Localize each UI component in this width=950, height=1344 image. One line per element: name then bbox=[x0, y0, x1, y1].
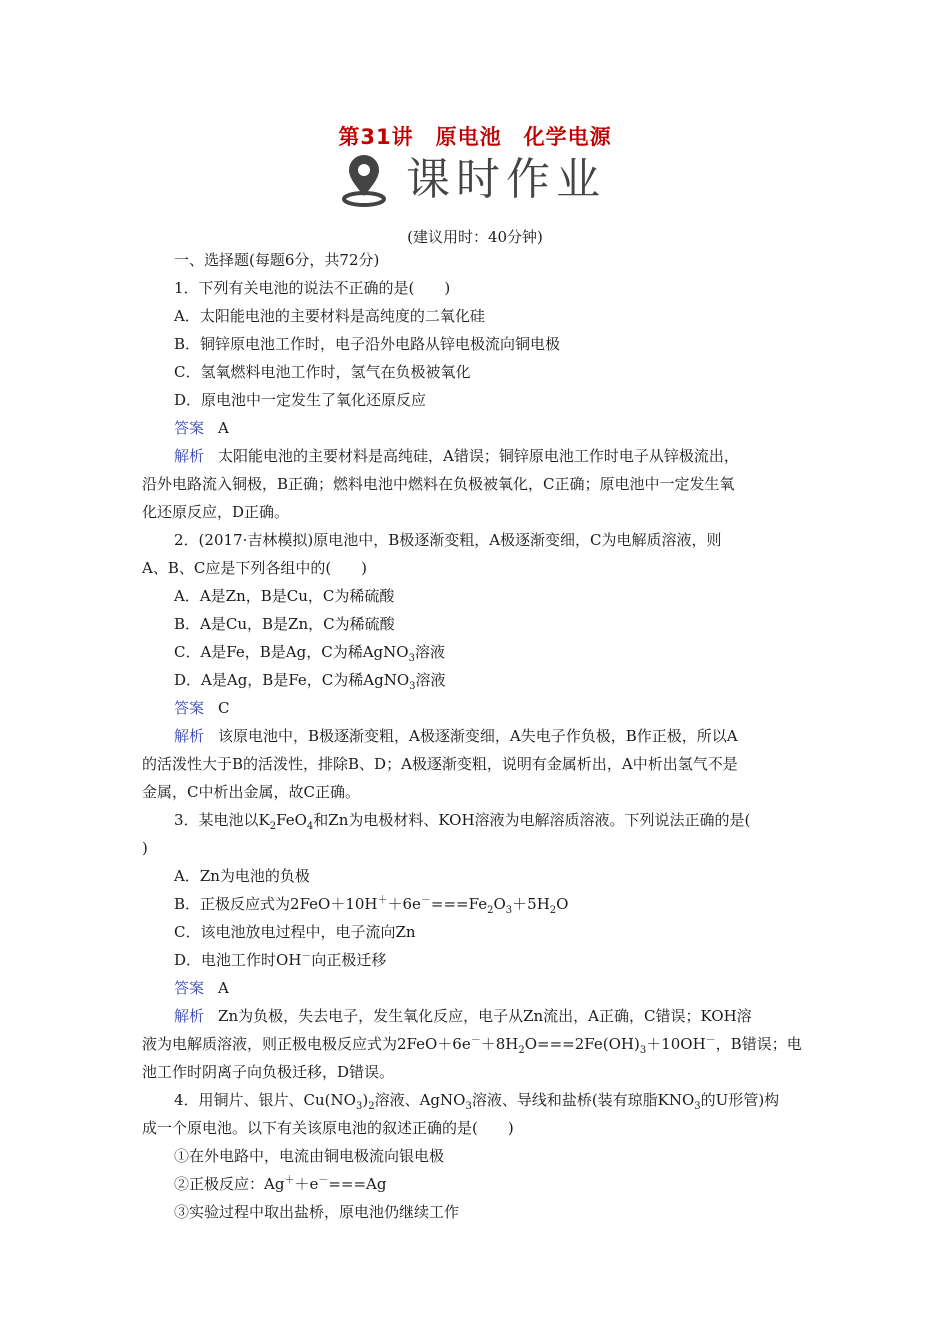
q1-answer bbox=[142, 414, 810, 442]
q3-analysis-line1 bbox=[142, 1002, 810, 1030]
q4-stem-text3: 溶液、AgNO bbox=[374, 1091, 466, 1109]
analysis-label: 解析 bbox=[174, 1007, 205, 1025]
q4-item-1: ①在外电路中，电流由铜电极流向银电极 bbox=[174, 1147, 445, 1165]
q1-analysis-text: 太阳能电池的主要材料是高纯硅，A错误；铜锌原电池工作时电子从锌极流出， bbox=[218, 447, 739, 465]
q2-analysis-line1 bbox=[142, 722, 810, 750]
subscript: 2 bbox=[487, 905, 494, 916]
subscript: 3 bbox=[639, 1045, 647, 1056]
q2-option-c bbox=[142, 638, 810, 666]
q3-b-text2: ＋6e bbox=[387, 895, 421, 913]
q3-answer bbox=[142, 974, 810, 1002]
q1-option-b: B．铜锌原电池工作时，电子沿外电路从锌电极流向铜电极 bbox=[174, 335, 561, 353]
q1-option-a: A．太阳能电池的主要材料是高纯度的二氧化硅 bbox=[174, 307, 485, 325]
q2-c-text: C．A是Fe，B是Ag，C为稀 bbox=[174, 643, 363, 661]
subscript: 3 bbox=[694, 1101, 701, 1112]
subscript: 2 bbox=[518, 1045, 525, 1056]
q2-option-a: A．A是Zn，B是Cu，C为稀硫酸 bbox=[174, 587, 395, 605]
q3-analysis-line3: 池工作时阴离子向负极迁移，D错误。 bbox=[142, 1063, 395, 1081]
time-note: (建议用时：40分钟) bbox=[407, 228, 543, 246]
q1-option-c: C．氢氧燃料电池工作时，氢气在负极被氧化 bbox=[174, 363, 471, 381]
subscript: 3 bbox=[409, 681, 416, 692]
analysis-label: 解析 bbox=[174, 727, 205, 745]
q3-analysis-text: Zn为负极，失去电子，发生氧化反应，电子从Zn流出，A正确，C错误；KOH溶 bbox=[218, 1007, 752, 1025]
subscript: 3 bbox=[505, 905, 513, 916]
q1-stem: 1．下列有关电池的说法不正确的是( ) bbox=[174, 279, 451, 297]
q4-item-3: ③实验过程中取出盐桥，原电池仍继续工作 bbox=[174, 1203, 460, 1221]
document-body bbox=[142, 246, 810, 1226]
q2-answer bbox=[142, 694, 810, 722]
q3-d-text2: 向正极迁移 bbox=[311, 951, 387, 969]
q4-i2-text2: ＋e bbox=[294, 1175, 319, 1193]
q4-stem-text: 4．用铜片、银片、Cu(NO bbox=[174, 1091, 356, 1109]
superscript: ＋ bbox=[377, 895, 388, 906]
q4-stem-line1 bbox=[142, 1086, 810, 1114]
q2-analysis-line3: 金属，C中析出金属，故C正确。 bbox=[142, 783, 360, 801]
superscript: － bbox=[318, 1175, 329, 1186]
q3-option-a: A．Zn为电池的负极 bbox=[174, 867, 310, 885]
subscript: 3 bbox=[465, 1101, 472, 1112]
superscript: － bbox=[705, 1035, 716, 1046]
q3-b-text6: O bbox=[556, 895, 569, 913]
q3-b-text3: ===Fe bbox=[430, 895, 488, 913]
q4-item-2 bbox=[142, 1170, 810, 1198]
q2-d-suffix: 溶液 bbox=[415, 671, 446, 689]
q3-answer-value: A bbox=[218, 979, 229, 997]
q2-analysis-text: 该原电池中，B极逐渐变粗，A极逐渐变细，A失电子作负极，B作正极，所以A bbox=[218, 727, 738, 745]
subscript: 4 bbox=[306, 821, 314, 832]
q2-option-b: B．A是Cu，B是Zn，C为稀硫酸 bbox=[174, 615, 395, 633]
answer-label: 答案 bbox=[174, 979, 205, 997]
q4-i2-text3: ===Ag bbox=[328, 1175, 387, 1193]
location-pin-icon bbox=[336, 152, 392, 208]
q2-answer-value: C bbox=[218, 699, 230, 717]
q3-exp2-text5: ，B错误；电 bbox=[715, 1035, 802, 1053]
q1-analysis-line2: 沿外电路流入铜极，B正确；燃料电池中燃料在负极被氧化，C正确；原电池中一定发生氧 bbox=[142, 475, 735, 493]
superscript: － bbox=[301, 951, 312, 962]
q2-c-suffix: 溶液 bbox=[414, 643, 445, 661]
subscript: 2 bbox=[368, 1101, 375, 1112]
q4-stem-line2: 成一个原电池。以下有关该原电池的叙述正确的是( ) bbox=[142, 1119, 514, 1137]
q2-stem-line1: 2．(2017·吉林模拟)原电池中，B极逐渐变粗，A极逐渐变细，C为电解质溶液，则 bbox=[174, 531, 722, 549]
superscript: － bbox=[470, 1035, 481, 1046]
superscript: － bbox=[420, 895, 431, 906]
q3-stem-text2: 和Zn为电极材料、KOH溶液为电解溶质溶液。下列说法正确的是( bbox=[313, 811, 751, 829]
q3-exp2-text2: ＋8H bbox=[480, 1035, 519, 1053]
section-heading: 一、选择题(每题6分，共72分) bbox=[174, 251, 380, 269]
q2-stem-line2: A、B、C应是下列各组中的( ) bbox=[142, 559, 368, 577]
subscript: 2 bbox=[269, 821, 277, 832]
q3-b-text: B．正极反应式为2FeO＋10H bbox=[174, 895, 378, 913]
analysis-label: 解析 bbox=[174, 447, 205, 465]
q3-stem-line1 bbox=[142, 806, 810, 834]
q4-stem-text2: ) bbox=[362, 1091, 369, 1109]
q1-answer-value: A bbox=[218, 419, 229, 437]
q3-option-c: C．该电池放电过程中，电子流向Zn bbox=[174, 923, 416, 941]
formula: FeO bbox=[276, 811, 307, 829]
superscript: ＋ bbox=[284, 1175, 295, 1186]
q3-d-text: D．电池工作时OH bbox=[174, 951, 302, 969]
q4-i2-text: ②正极反应：Ag bbox=[174, 1175, 285, 1193]
subscript: 3 bbox=[355, 1101, 363, 1112]
q4-stem-text4: 溶液、导线和盐桥(装有琼脂KNO bbox=[471, 1091, 695, 1109]
q1-option-d: D．原电池中一定发生了氧化还原反应 bbox=[174, 391, 427, 409]
q3-stem-text: 3．某电池以K bbox=[174, 811, 270, 829]
q3-exp2-text3: O===2Fe(OH) bbox=[524, 1035, 640, 1053]
q2-d-text: D．A是Ag，B是Fe，C为稀 bbox=[174, 671, 364, 689]
q3-option-b bbox=[142, 890, 810, 918]
answer-label: 答案 bbox=[174, 419, 205, 437]
subscript: 2 bbox=[549, 905, 557, 916]
q2-analysis-line2: 的活泼性大于B的活泼性，排除B、D；A极逐渐变粗，说明有金属析出，A中析出氢气不是 bbox=[142, 755, 738, 773]
q3-exp2-text4: ＋10OH bbox=[646, 1035, 706, 1053]
banner-title: 课时作业 bbox=[406, 154, 606, 205]
homework-banner bbox=[336, 150, 606, 210]
q3-b-text4: O bbox=[493, 895, 506, 913]
q3-analysis-line2 bbox=[142, 1030, 810, 1058]
page-title: 第31讲 原电池 化学电源 bbox=[338, 125, 612, 149]
q1-analysis-line1 bbox=[142, 442, 810, 470]
formula: AgNO bbox=[362, 643, 409, 661]
q1-analysis-line3: 化还原反应，D正确。 bbox=[142, 503, 290, 521]
q2-option-d bbox=[142, 666, 810, 694]
subscript: 3 bbox=[408, 653, 415, 664]
answer-label: 答案 bbox=[174, 699, 205, 717]
q3-option-d bbox=[142, 946, 810, 974]
q4-stem-text5: 的U形管)构 bbox=[700, 1091, 780, 1109]
q3-b-text5: ＋5H bbox=[512, 895, 550, 913]
formula: AgNO bbox=[363, 671, 410, 689]
q3-stem-line2: ) bbox=[142, 839, 148, 857]
q3-exp2-text: 液为电解质溶液，则正极电极反应式为2FeO＋6e bbox=[142, 1035, 471, 1053]
